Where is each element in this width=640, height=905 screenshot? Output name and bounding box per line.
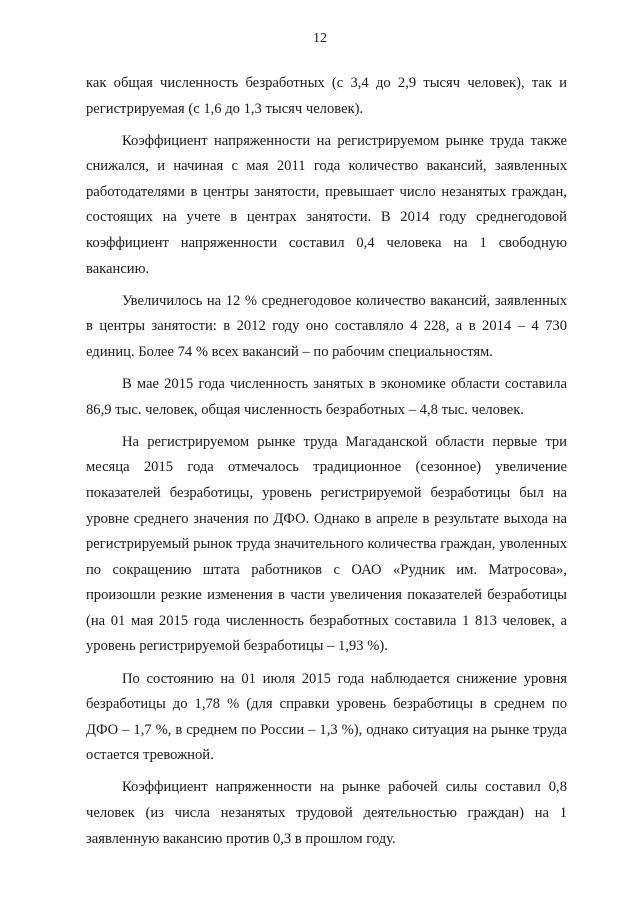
paragraph: Коэффициент напряженности на рынке рабочей силы составил 0,8 человек (из числа незанятых трудовой деятельностью граждан) на 1 заявленную вакансию против 0,3 в прошлом году.: [86, 779, 567, 847]
paragraph: На регистрируемом рынке труда Магаданской области первые три месяца 2015 года отмечалось традиционное (сезонное) увеличение показателей безработицы, уровень регистрируемой безработицы был на уровне среднего значения по ДФО. Однако в апреле в результате выхода на регистрируемый рынок труда значительного количества граждан, уволенных по сокращению штата работников с ОАО «Рудник им. Матросова», произошли резкие изменения в части увеличения показателей безработицы (на 01 мая 2015 года численность безработных составила 1 813 человек, а уровень регистрируемой безработицы – 1,93 %).: [86, 433, 567, 655]
paragraph: По состоянию на 01 июля 2015 года наблюдается снижение уровня безработицы до 1,78 % (для справки уровень безработицы в среднем по ДФО – 1,7 %, в среднем по России – 1,3 %), однако ситуация на рынке труда остается тревожной.: [86, 670, 567, 764]
document-body: [86, 71, 567, 859]
paragraph: В мае 2015 года численность занятых в экономике области составила 86,9 тыс. человек, общая численность безработных – 4,8 тыс. человек.: [86, 376, 567, 418]
paragraph: Коэффициент напряженности на регистрируемом рынке труда также снижался, и начиная с мая 2011 года количество вакансий, заявленных работодателями в центры занятости, превышает число незанятых граждан, состоящих на учете в центрах занятости. В 2014 году среднегодовой коэффициент напряженности составил 0,4 человека на 1 свободную вакансию.: [86, 132, 567, 277]
page-number: 12: [313, 31, 327, 46]
paragraph-continuation: как общая численность безработных (с 3,4 до 2,9 тысяч человек), так и регистрируемая (с 1,6 до 1,3 тысяч человек).: [86, 75, 567, 117]
paragraph: Увеличилось на 12 % среднегодовое количество вакансий, заявленных в центры занятости: в 2012 году оно составляло 4 228, а в 2014 – 4 730 единиц. Более 74 % всех вакансий – по рабочим специальностям.: [86, 292, 567, 360]
